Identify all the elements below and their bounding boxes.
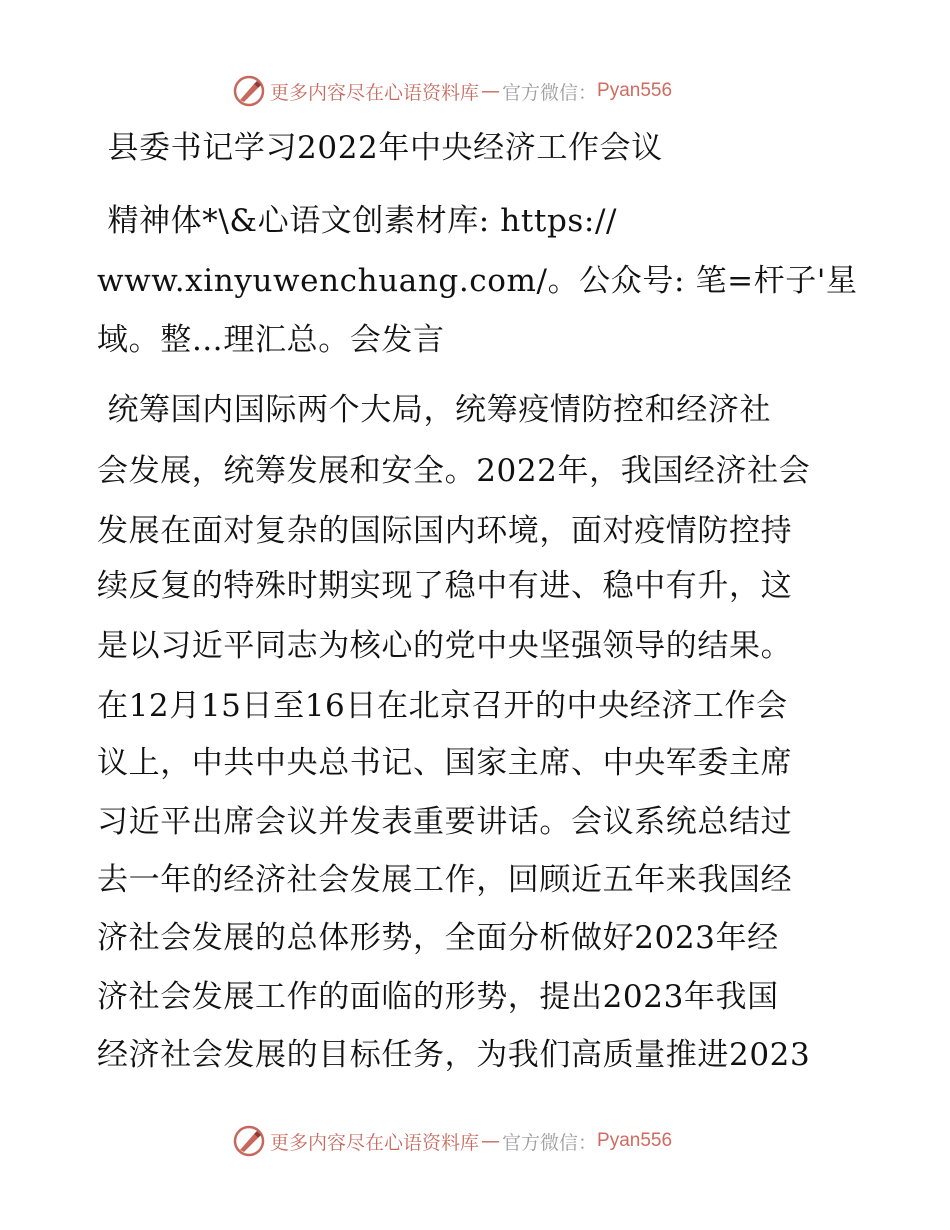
body-line-11: 济社会发展工作的面临的形势，提出2023年我国	[97, 979, 779, 1015]
watermark-site-text: 更多内容尽在心语资料库	[270, 81, 480, 104]
pen-logo-icon	[232, 1124, 266, 1158]
title-line-1: 县委书记学习2022年中央经济工作会议	[97, 130, 663, 166]
pen-logo-icon	[232, 74, 266, 108]
watermark-wechat-id: Pyan556	[597, 1130, 673, 1151]
watermark-wechat-label: 官方微信：	[502, 81, 598, 104]
watermark-separator: —	[481, 80, 501, 102]
footer-watermark	[232, 1124, 672, 1158]
body-line-9: 去一年的经济社会发展工作，回顾近五年来我国经	[97, 862, 793, 898]
watermark-wechat-id: Pyan556	[597, 80, 673, 101]
body-line-8: 习近平出席会议并发表重要讲话。会议系统总结过	[97, 804, 793, 840]
body-line-4: 续反复的特殊时期实现了稳中有进、稳中有升，这	[97, 568, 793, 604]
body-line-5: 是以习近平同志为核心的党中央坚强领导的结果。	[97, 628, 793, 664]
title-line-3: www.xinyuwenchuang.com/。公众号: 笔=杆子'星	[97, 263, 858, 299]
watermark-separator: —	[481, 1130, 501, 1152]
body-line-2: 会发展，统筹发展和安全。2022年，我国经济社会	[97, 453, 811, 489]
watermark-site-text: 更多内容尽在心语资料库	[270, 1131, 480, 1154]
body-line-3: 发展在面对复杂的国际国内环境，面对疫情防控持	[97, 513, 793, 549]
body-line-1: 统筹国内国际两个大局，统筹疫情防控和经济社	[97, 392, 772, 428]
title-line-2: 精神体*\&心语文创素材库: https://	[97, 203, 618, 239]
header-watermark	[232, 74, 672, 108]
body-line-10: 济社会发展的总体形势，全面分析做好2023年经	[97, 920, 779, 956]
body-line-7: 议上，中共中央总书记、国家主席、中央军委主席	[97, 745, 793, 781]
watermark-wechat-label: 官方微信：	[502, 1131, 598, 1154]
title-line-4: 域。整…理汇总。会发言	[97, 322, 445, 358]
body-line-12: 经济社会发展的目标任务，为我们高质量推进2023	[97, 1037, 811, 1073]
body-line-6: 在12月15日至16日在北京召开的中央经济工作会	[97, 688, 788, 724]
